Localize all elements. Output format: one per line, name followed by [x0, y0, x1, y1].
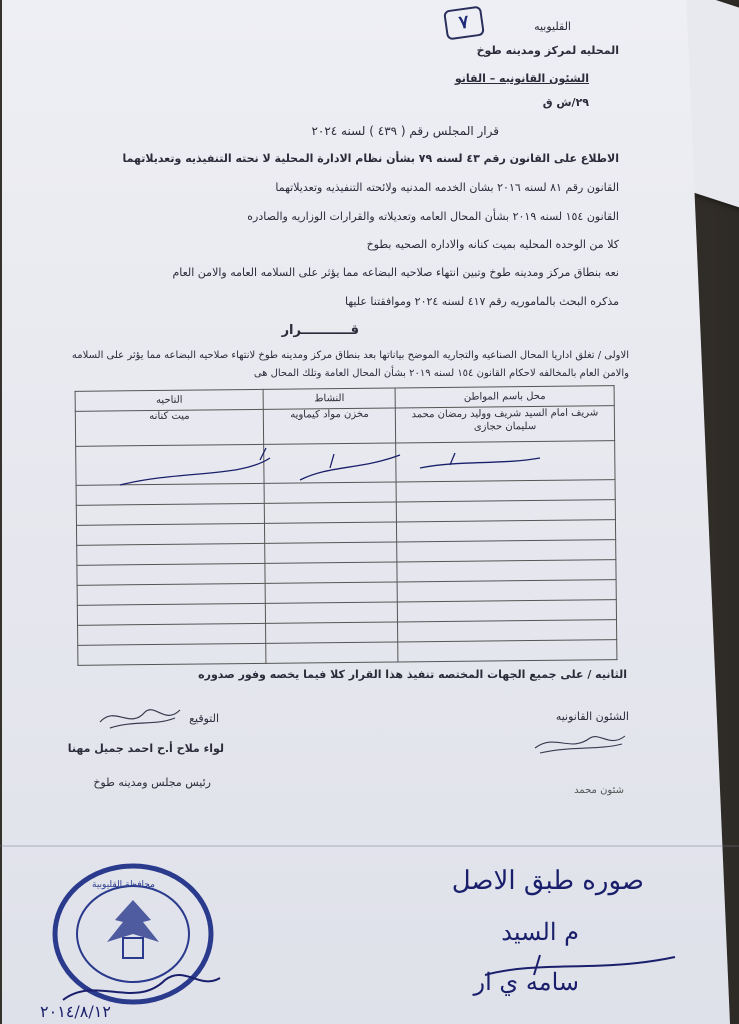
- preamble-2: القانون رقم ٨١ لسنه ٢٠١٦ بشان الخدمه المدنيه ولائحته التنفيذيه وتعديلاتهما: [275, 181, 619, 194]
- decision-title: قرار المجلس رقم ( ٤٣٩ ) لسنه ٢٠٢٤: [311, 124, 499, 138]
- article-1-line-2: والامن العام بالمخالفه لاحكام القانون ١٥٤ لسنه ٢٠١٩ بشأن المحال العامة وتلك المحال هى: [253, 368, 629, 379]
- handwritten-certified-copy: صوره طبق الاصل: [451, 866, 644, 896]
- cell-activity: مخزن مواد كيماويه: [263, 408, 395, 444]
- header-governorate: القليوبيه: [534, 20, 571, 33]
- cell-area: ميت كنانه: [75, 409, 264, 446]
- handwritten-line-2: م السيد: [501, 918, 579, 946]
- sign-label: التوقيع: [189, 712, 219, 725]
- col-header-activity: النشاط: [263, 388, 395, 409]
- signer-name: لواء ملاح أ.ح احمد جميل مهنا: [67, 742, 224, 755]
- preamble-5: نعه بنطاق مركز ومدينه طوخ وتبين انتهاء صلاحيه البضاعه مما يؤثر على السلامه العامه والامن العام: [172, 266, 619, 279]
- col-header-owner: محل باسم المواطن: [395, 386, 614, 408]
- page-fold: [0, 845, 739, 847]
- seal-text: محافظة القليوبية: [92, 880, 155, 890]
- article-2: الثانيه / على جميع الجهات المختصه تنفيذ هذا القرار كلا فيما يخصه وفور صدوره: [198, 668, 627, 681]
- handwritten-underline: [480, 945, 680, 985]
- header-department: المحليه لمركز ومدينه طوخ: [476, 44, 619, 57]
- preamble-6: مذكره البحث بالماموريه رقم ٤١٧ لسنه ٢٠٢٤ وموافقتنا عليها: [344, 295, 619, 308]
- header-section: الشئون القانونيه – القانو: [454, 72, 589, 85]
- stamp-date: ٢٠١٤/٨/١٢: [40, 1002, 111, 1021]
- preamble-3: القانون ١٥٤ لسنه ٢٠١٩ بشأن المحال العامه وتعديلاته والقرارات الوزاريه والصادره: [247, 210, 619, 223]
- legal-signature: [530, 728, 630, 758]
- preamble-1: الاطلاع على القانون رقم ٤٣ لسنه ٧٩ بشأن نظام الادارة المحلية لا نحته التنفيذيه وتعديلاتهما: [122, 152, 619, 165]
- shops-table: [75, 385, 618, 666]
- col-header-area: الناحيه: [75, 389, 263, 411]
- legal-label: الشئون القانونيه: [555, 710, 629, 723]
- handwritten-line-3: سامه ي ار: [473, 968, 579, 996]
- decide-heading: قـــــــــــرار: [281, 323, 359, 338]
- header-reference: ٢٩/ش ق: [542, 96, 589, 109]
- table-strike-scribble: [100, 440, 560, 500]
- article-1-line-1: الاولى / تغلق اداريا المحال الصناعيه والتجاريه الموضح بياناتها بعد بنطاق مركز ومدينه طوخ لانتهاء صلاحيه البضاعه مما يؤثر على السلامه: [71, 350, 629, 361]
- chairman-signature: [95, 700, 185, 735]
- signer-title: رئيس مجلس ومدينه طوخ: [93, 776, 211, 789]
- page-number-box: ٧: [443, 6, 485, 41]
- cell-owner: شريف امام السيد شريف ووليد رمضان محمد سليمان حجازى: [395, 406, 614, 443]
- preamble-4: كلا من الوحده المحليه بميت كنانه والاداره الصحيه بطوخ: [366, 238, 619, 251]
- legal-sub: شئون محمد: [574, 785, 624, 796]
